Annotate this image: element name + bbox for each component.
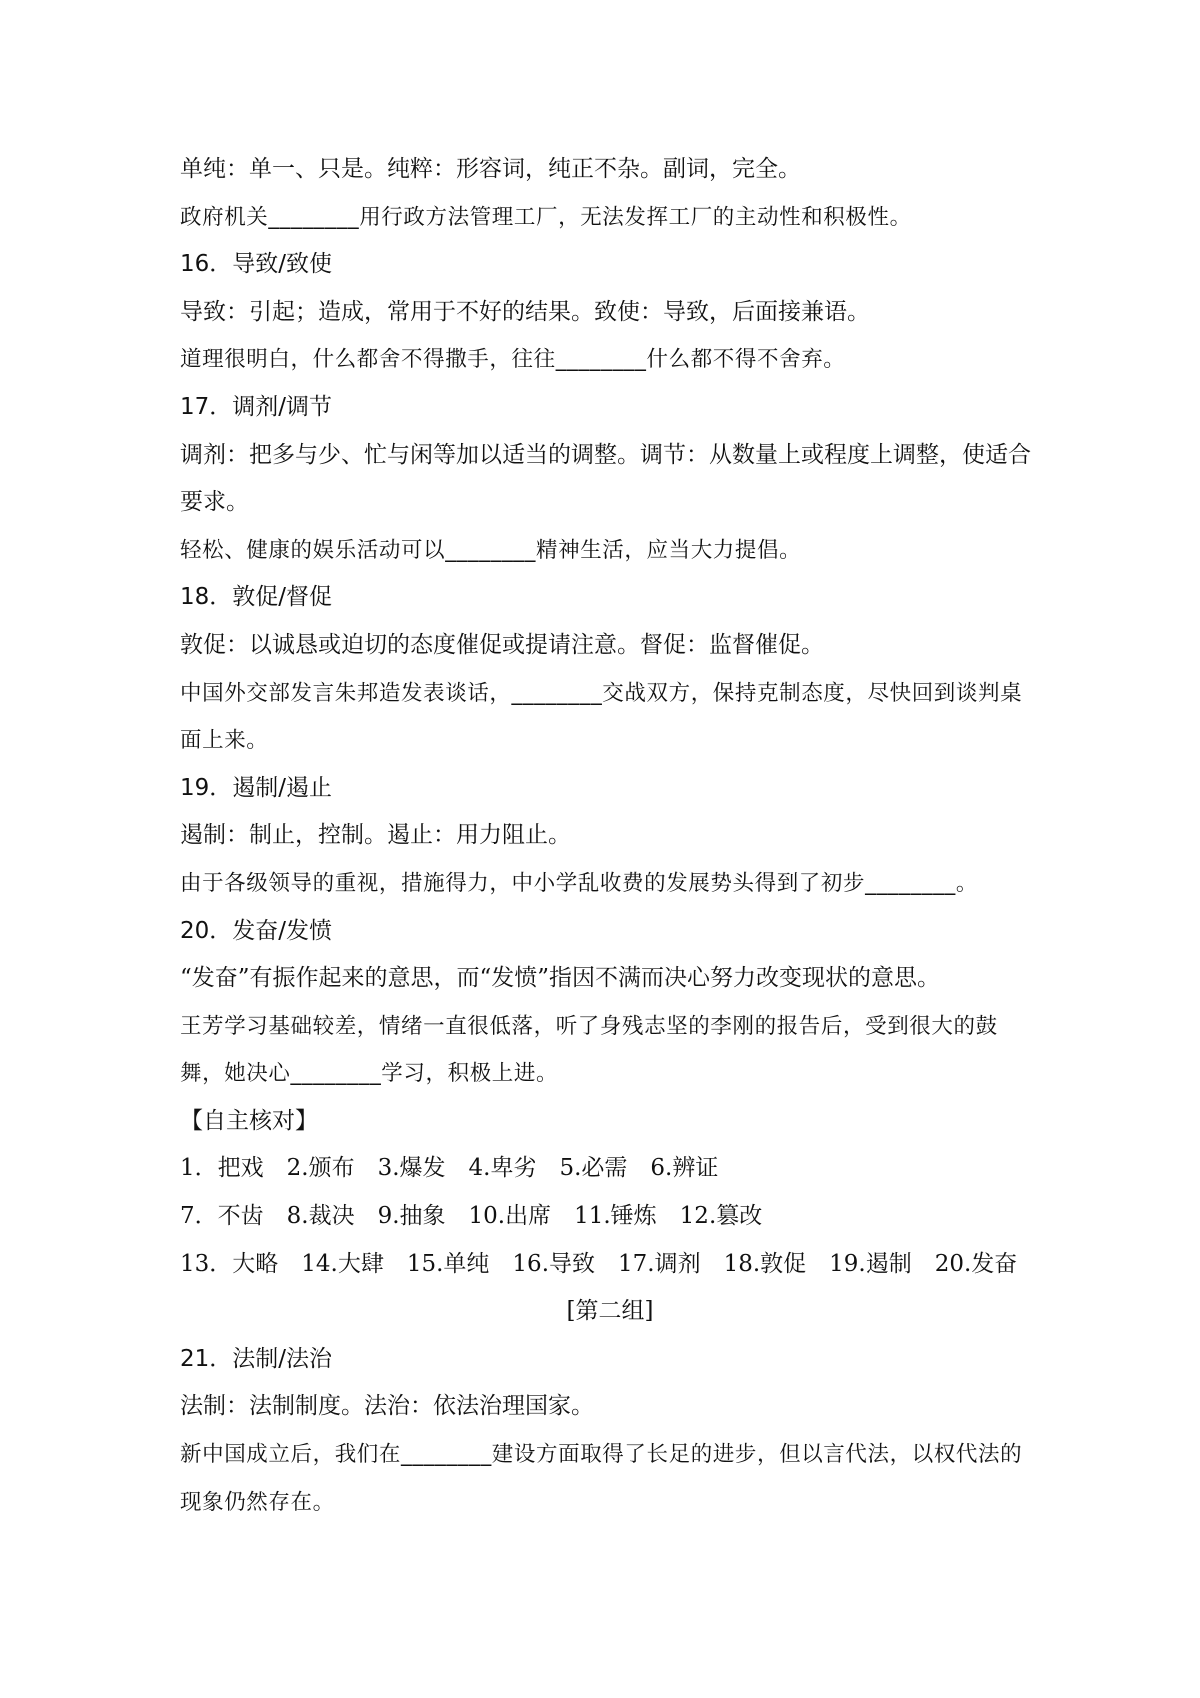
example-sentence: 政府机关________用行政方法管理工厂，无法发挥工厂的主动性和积极性。 (180, 204, 912, 230)
example-sentence: 中国外交部发言朱邦造发表谈话，________交战双方，保持克制态度，尽快回到谈判桌面上来。 (180, 680, 1023, 754)
example-sentence: 由于各级领导的重视，措施得力，中小学乱收费的发展势头得到了初步________。 (180, 870, 979, 896)
example-sentence: 轻松、健康的娱乐活动可以________精神生活，应当大力提倡。 (180, 537, 802, 563)
definition-text: 调剂：把多与少、忙与闲等加以适当的调整。调节：从数量上或程度上调整，使适合要求。 (180, 441, 1031, 516)
definition-text: 导致：引起；造成，常用于不好的结果。致使：导致，后面接兼语。 (180, 298, 870, 325)
definition-text: 遏制：制止，控制。遏止：用力阻止。 (180, 822, 571, 849)
group-title: [第二组] (566, 1298, 654, 1325)
definition-text: 单纯：单一、只是。纯粹：形容词，纯正不杂。副词，完全。 (180, 156, 801, 182)
answer-row: 1．把戏 2.颁布 3.爆发 4.卑劣 5.必需 6.辨证 (180, 1155, 719, 1182)
answer-row: 13．大略 14.大肆 15.单纯 16.导致 17.调剂 18.敦促 19.遏制 20.发奋 (180, 1250, 1018, 1277)
section-heading: 16．导致/致使 (180, 251, 333, 278)
section-heading: 19．遏制/遏止 (180, 774, 333, 801)
definition-text: 法制：法制制度。法治：依法治理国家。 (180, 1393, 594, 1420)
section-heading: 21．法制/法治 (180, 1345, 333, 1372)
self-check-heading: 【自主核对】 (180, 1107, 318, 1134)
section-heading: 18．敦促/督促 (180, 584, 333, 611)
example-sentence: 王芳学习基础较差，情绪一直很低落，听了身残志坚的李刚的报告后，受到很大的鼓舞，她决心________学习，积极上进。 (180, 1013, 998, 1087)
definition-text: “发奋”有振作起来的意思，而“发愤”指因不满而决心努力改变现状的意思。 (180, 965, 941, 992)
definition-text: 敦促：以诚恳或迫切的态度催促或提请注意。督促：监督催促。 (180, 631, 824, 658)
answer-row: 7．不齿 8.裁决 9.抽象 10.出席 11.锤炼 12.篡改 (180, 1203, 763, 1230)
example-sentence: 道理很明白，什么都舍不得撒手，往往________什么都不得不舍弃。 (180, 347, 846, 373)
section-heading: 17．调剂/调节 (180, 393, 333, 420)
section-heading: 20．发奋/发愤 (180, 917, 333, 944)
example-sentence: 新中国成立后，我们在________建设方面取得了长足的进步，但以言代法，以权代法的现象仍然存在。 (180, 1442, 1023, 1515)
